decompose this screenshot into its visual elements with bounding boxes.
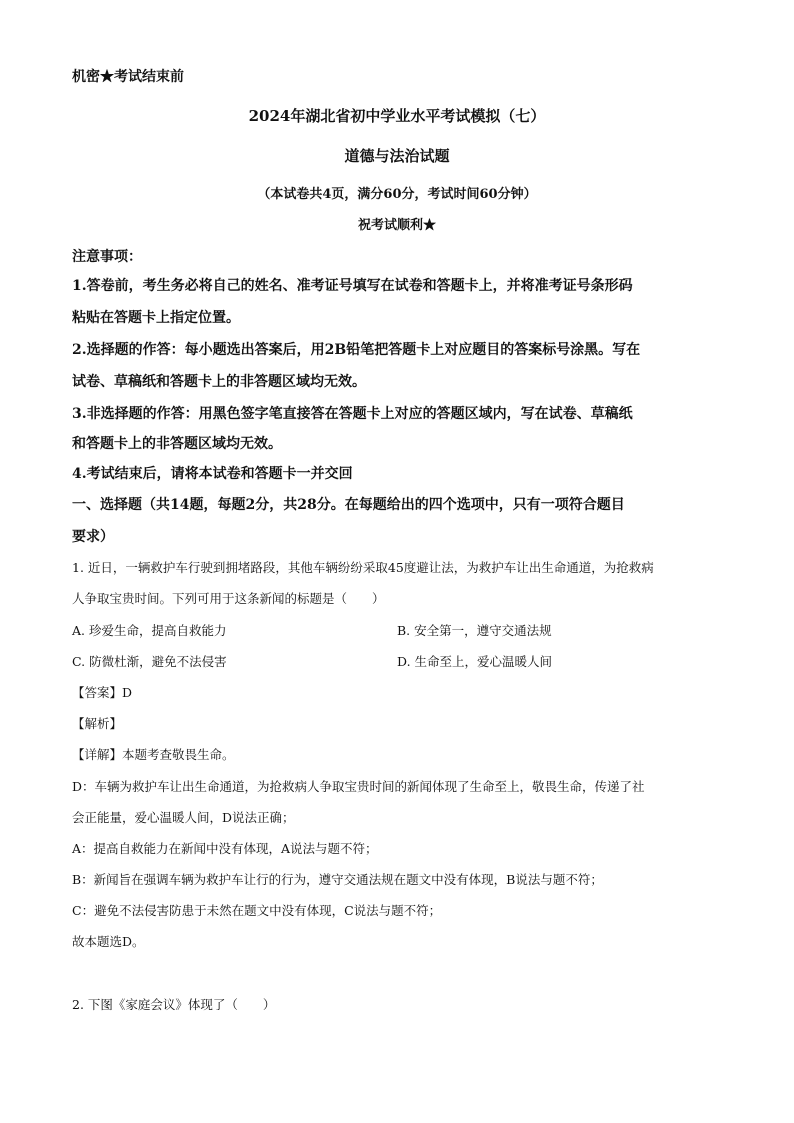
notice-line: 和答题卡上的非答题区域均无效。 bbox=[72, 436, 282, 452]
explanation-line: D：车辆为救护车让出生命通道，为抢救病人争取宝贵时间的新闻体现了生命至上，敬畏生命，传递了社 bbox=[72, 779, 645, 794]
explanation-line: C：避免不法侵害防患于未然在题文中没有体现，C说法与题不符； bbox=[72, 903, 442, 918]
analysis-label: 【解析】 bbox=[72, 716, 123, 731]
explanation-line: A：提高自救能力在新闻中没有体现，A说法与题不符； bbox=[72, 841, 378, 856]
option-d: D. 生命至上，爱心温暖人间 bbox=[397, 654, 553, 669]
confidential-label: 机密★考试结束前 bbox=[72, 69, 184, 85]
option-b: B. 安全第一，遵守交通法规 bbox=[397, 623, 552, 638]
section-heading: 一、选择题（共14题，每题2分，共28分。在每题给出的四个选项中，只有一项符合题目 bbox=[72, 497, 625, 513]
notice-line: 2.选择题的作答：每小题选出答案后，用2B铅笔把答题卡上对应题目的答案标号涂黑。写在 bbox=[72, 342, 641, 358]
question-stem-cont: 人争取宝贵时间。下列可用于这条新闻的标题是（ ） bbox=[72, 591, 385, 606]
explanation-line: 会正能量，爱心温暖人间，D说法正确； bbox=[72, 810, 295, 825]
explanation-line: B：新闻旨在强调车辆为救护车让行的行为，遵守交通法规在题文中没有体现，B说法与题不符； bbox=[72, 872, 603, 887]
option-a: A. 珍爱生命，提高自救能力 bbox=[72, 623, 227, 638]
option-c: C. 防微杜渐，避免不法侵害 bbox=[72, 654, 227, 669]
answer-label: 【答案】D bbox=[72, 685, 133, 700]
subject-title: 道德与法治试题 bbox=[344, 147, 450, 165]
good-luck: 祝考试顺利★ bbox=[357, 218, 436, 233]
question-2-stem: 2. 下图《家庭会议》体现了（ ） bbox=[72, 997, 276, 1012]
notice-line: 3.非选择题的作答：用黑色签字笔直接答在答题卡上对应的答题区域内，写在试卷、草稿纸 bbox=[72, 406, 633, 422]
exam-title: 2024年湖北省初中学业水平考试模拟（七） bbox=[248, 107, 546, 125]
notice-line: 试卷、草稿纸和答题卡上的非答题区域均无效。 bbox=[72, 374, 366, 390]
explanation-line: 故本题选D。 bbox=[72, 934, 145, 949]
section-heading-cont: 要求） bbox=[72, 529, 114, 545]
notice-heading: 注意事项： bbox=[72, 249, 142, 265]
notice-line: 4.考试结束后，请将本试卷和答题卡一并交回 bbox=[72, 466, 353, 482]
exam-info: （本试卷共4页，满分60分，考试时间60分钟） bbox=[257, 187, 537, 202]
notice-line: 粘贴在答题卡上指定位置。 bbox=[72, 310, 240, 326]
detail-label: 【详解】本题考查敬畏生命。 bbox=[72, 747, 235, 762]
notice-line: 1.答卷前，考生务必将自己的姓名、准考证号填写在试卷和答题卡上，并将准考证号条形码 bbox=[72, 278, 633, 294]
question-stem: 1. 近日，一辆救护车行驶到拥堵路段，其他车辆纷纷采取45度避让法，为救护车让出生命通道，为抢救病 bbox=[72, 560, 654, 575]
